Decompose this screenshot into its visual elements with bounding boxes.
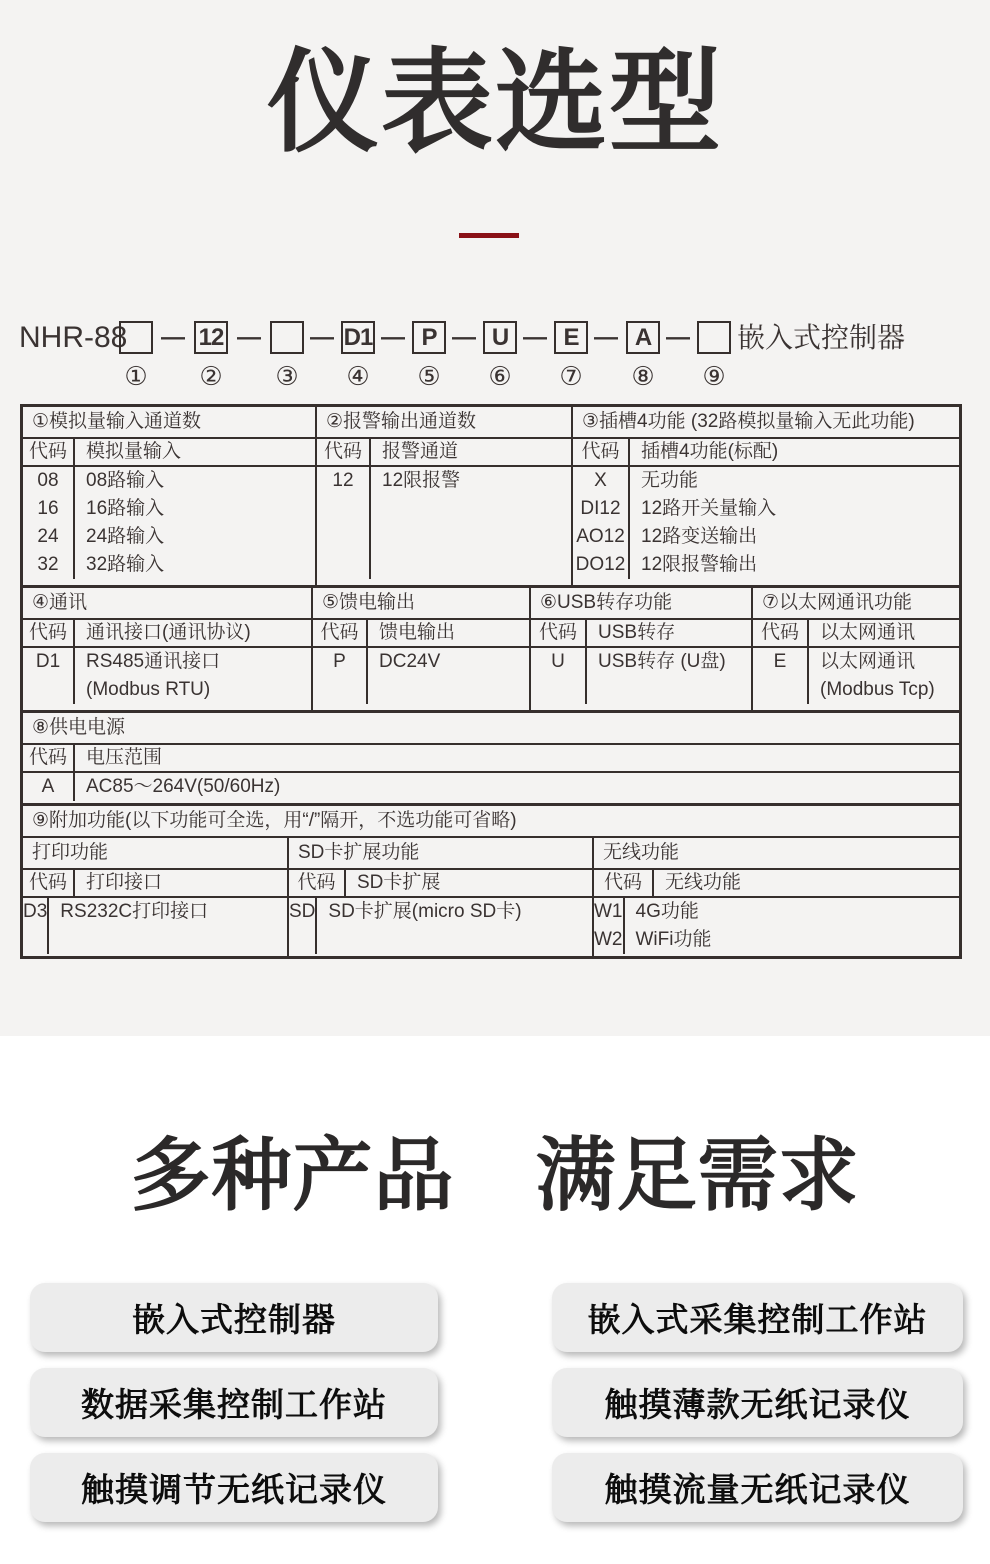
code-cell: U bbox=[551, 651, 565, 672]
column-header-row bbox=[23, 620, 311, 648]
code-cells bbox=[573, 467, 630, 579]
desc-column-header: 打印接口 bbox=[86, 872, 163, 893]
code-cells bbox=[317, 467, 371, 579]
desc-cell: 无功能 bbox=[641, 470, 699, 491]
code-column-header: 代码 bbox=[23, 620, 75, 646]
section-ethernet bbox=[751, 588, 959, 710]
slot-number-8: ⑧ bbox=[631, 361, 655, 391]
desc-column-header: 通讯接口(通讯协议) bbox=[86, 622, 251, 643]
desc-cells bbox=[317, 898, 592, 954]
column-header-row bbox=[23, 870, 287, 898]
code-cell: A bbox=[41, 776, 55, 797]
model-slot-box-9 bbox=[697, 321, 731, 354]
desc-cells bbox=[75, 467, 315, 579]
table-band-2 bbox=[23, 585, 959, 710]
desc-column-header: 报警通道 bbox=[382, 441, 459, 462]
dash-separator: — bbox=[161, 324, 185, 351]
model-slot-code: E bbox=[563, 323, 579, 351]
column-header-row bbox=[23, 439, 315, 467]
code-column-header: 代码 bbox=[313, 620, 368, 646]
desc-cells bbox=[49, 898, 287, 954]
model-suffix: 嵌入式控制器 bbox=[737, 322, 906, 353]
model-slot-box-7 bbox=[554, 321, 588, 354]
code-cell: P bbox=[333, 651, 346, 672]
product-button-touch-slim-paperless-recorder[interactable]: 触摸薄款无纸记录仪 bbox=[552, 1368, 963, 1437]
code-cell: DO12 bbox=[575, 554, 626, 575]
desc-cell: 12限报警 bbox=[382, 470, 461, 491]
model-slot-code: U bbox=[491, 323, 509, 351]
model-slot-code: D1 bbox=[343, 323, 373, 351]
code-column-header: 代码 bbox=[531, 620, 587, 646]
data-area bbox=[23, 773, 959, 803]
code-cell: D3 bbox=[23, 901, 48, 922]
desc-cell: 32路输入 bbox=[86, 554, 165, 575]
data-area bbox=[23, 467, 315, 585]
model-slot-box-3 bbox=[270, 321, 304, 354]
code-cell: W2 bbox=[594, 929, 623, 950]
data-area bbox=[313, 648, 529, 710]
section-power-supply bbox=[23, 713, 959, 803]
desc-cell: (Modbus RTU) bbox=[86, 679, 211, 700]
model-slot-code: A bbox=[634, 323, 652, 351]
code-column-header: 代码 bbox=[317, 439, 371, 465]
data-area bbox=[594, 898, 959, 956]
code-cell: SD bbox=[289, 901, 316, 922]
data-area bbox=[317, 467, 571, 585]
code-column-header: 代码 bbox=[753, 620, 809, 646]
desc-cells bbox=[809, 648, 959, 704]
subsection-title: SD卡扩展功能 bbox=[289, 838, 592, 870]
desc-cell: 12限报警输出 bbox=[641, 554, 758, 575]
code-cell: D1 bbox=[35, 651, 61, 672]
desc-column-header: 无线功能 bbox=[665, 872, 742, 893]
code-cell: DI12 bbox=[580, 498, 621, 519]
desc-column-header: 插槽4功能(标配) bbox=[641, 441, 779, 462]
section-slot4-function bbox=[571, 407, 959, 585]
product-button-touch-flow-paperless-recorder[interactable]: 触摸流量无纸记录仪 bbox=[552, 1453, 963, 1522]
desc-column-header: USB转存 bbox=[598, 622, 676, 643]
desc-cells bbox=[75, 773, 959, 801]
dash-separator: — bbox=[666, 324, 690, 351]
section-title: ③插槽4功能 (32路模拟量输入无此功能) bbox=[573, 407, 959, 439]
model-slot-box-6 bbox=[483, 321, 517, 354]
desc-cell: RS232C打印接口 bbox=[60, 901, 209, 922]
code-cells bbox=[23, 898, 49, 954]
code-cell: X bbox=[594, 470, 607, 491]
code-column-header: 代码 bbox=[289, 870, 346, 896]
data-area bbox=[753, 648, 959, 710]
title-divider bbox=[459, 233, 519, 238]
desc-cell: 12路变送输出 bbox=[641, 526, 758, 547]
data-area bbox=[531, 648, 751, 710]
data-area bbox=[289, 898, 592, 956]
code-cell: AO12 bbox=[576, 526, 625, 547]
table-band-4 bbox=[23, 803, 959, 956]
code-cell: 08 bbox=[37, 470, 59, 491]
section-title: ④通讯 bbox=[23, 588, 311, 620]
subsection-title: 打印功能 bbox=[23, 838, 287, 870]
data-area bbox=[573, 467, 959, 585]
code-column-header: 代码 bbox=[23, 870, 75, 896]
section-title: ⑥USB转存功能 bbox=[531, 588, 751, 620]
desc-column-header: 馈电输出 bbox=[379, 622, 456, 643]
desc-cells bbox=[368, 648, 529, 704]
slot-number-2: ② bbox=[199, 361, 223, 391]
code-column-header: 代码 bbox=[23, 745, 75, 771]
desc-cell: 24路输入 bbox=[86, 526, 165, 547]
code-column-header: 代码 bbox=[594, 870, 654, 896]
slot-number-4: ④ bbox=[346, 361, 370, 391]
code-cells bbox=[531, 648, 587, 704]
product-button-data-acquisition-workstation[interactable]: 数据采集控制工作站 bbox=[30, 1368, 438, 1437]
section-title: ②报警输出通道数 bbox=[317, 407, 571, 439]
product-button-embedded-acquisition-workstation[interactable]: 嵌入式采集控制工作站 bbox=[552, 1283, 963, 1352]
data-area bbox=[23, 898, 287, 956]
desc-cell: SD卡扩展(micro SD卡) bbox=[328, 901, 522, 922]
section-alarm-output bbox=[315, 407, 571, 585]
model-slot-box-8 bbox=[626, 321, 660, 354]
desc-column-header: 模拟量输入 bbox=[86, 441, 182, 462]
code-cells bbox=[23, 467, 75, 579]
subsection-wireless bbox=[592, 838, 959, 956]
code-cells bbox=[23, 773, 75, 801]
column-header-row bbox=[573, 439, 959, 467]
subsection-title: 无线功能 bbox=[594, 838, 959, 870]
section-title-additional-functions: ⑨附加功能(以下功能可全选，用“/”隔开，不选功能可省略) bbox=[23, 806, 959, 838]
slot-number-9: ⑨ bbox=[702, 361, 726, 391]
subsection-sd-card bbox=[287, 838, 592, 956]
model-slot-box-5 bbox=[412, 321, 446, 354]
column-header-row bbox=[23, 745, 959, 773]
column-header-row bbox=[317, 439, 571, 467]
code-cell: W1 bbox=[594, 901, 623, 922]
desc-column-header: SD卡扩展 bbox=[357, 872, 441, 893]
table-band-3 bbox=[23, 710, 959, 803]
table-band-1 bbox=[23, 407, 959, 585]
code-cell: 24 bbox=[37, 526, 59, 547]
desc-cells bbox=[587, 648, 751, 704]
slot-number-3: ③ bbox=[275, 361, 299, 391]
product-button-embedded-controller[interactable]: 嵌入式控制器 bbox=[30, 1283, 438, 1352]
section-communication bbox=[23, 588, 311, 710]
desc-cells bbox=[371, 467, 571, 579]
desc-cell: USB转存 (U盘) bbox=[598, 651, 726, 672]
code-cell: 12 bbox=[332, 470, 354, 491]
code-column-header: 代码 bbox=[573, 439, 630, 465]
product-buttons-grid bbox=[30, 1283, 963, 1522]
desc-cell: 4G功能 bbox=[635, 901, 699, 922]
additional-function-subsections bbox=[23, 838, 959, 956]
code-column-header: 代码 bbox=[23, 439, 75, 465]
desc-cell: 12路开关量输入 bbox=[641, 498, 777, 519]
dash-separator: — bbox=[452, 324, 476, 351]
code-cell: 16 bbox=[37, 498, 59, 519]
selection-table bbox=[20, 404, 962, 959]
desc-cell: WiFi功能 bbox=[635, 929, 712, 950]
model-slot-box-2 bbox=[194, 321, 228, 354]
products-heading: 多种产品 满足需求 bbox=[130, 1131, 860, 1220]
model-prefix: NHR-88 bbox=[19, 321, 128, 354]
desc-cell: DC24V bbox=[379, 651, 441, 672]
model-slot-code: P bbox=[421, 323, 437, 351]
code-cells bbox=[594, 898, 625, 954]
desc-cell: 以太网通讯 bbox=[820, 651, 916, 672]
column-header-row bbox=[531, 620, 751, 648]
subsection-print bbox=[23, 838, 287, 956]
dash-separator: — bbox=[594, 324, 618, 351]
slot-number-6: ⑥ bbox=[488, 361, 512, 391]
desc-column-header: 以太网通讯 bbox=[820, 622, 916, 643]
code-cells bbox=[313, 648, 368, 704]
page-title: 仪表选型 bbox=[267, 40, 723, 165]
column-header-row bbox=[594, 870, 959, 898]
data-area bbox=[23, 648, 311, 710]
desc-cells bbox=[630, 467, 959, 579]
section-title: ⑧供电电源 bbox=[23, 713, 959, 745]
section-feed-output bbox=[311, 588, 529, 710]
section-title: ⑤馈电输出 bbox=[313, 588, 529, 620]
desc-cell: AC85～264V(50/60Hz) bbox=[86, 776, 281, 797]
code-cells bbox=[289, 898, 317, 954]
desc-cell: (Modbus Tcp) bbox=[820, 679, 935, 700]
slot-number-5: ⑤ bbox=[417, 361, 441, 391]
section-title: ⑦以太网通讯功能 bbox=[753, 588, 959, 620]
model-slot-box-4 bbox=[341, 321, 375, 354]
column-header-row bbox=[289, 870, 592, 898]
dash-separator: — bbox=[381, 324, 405, 351]
dash-separator: — bbox=[523, 324, 547, 351]
dash-separator: — bbox=[237, 324, 261, 351]
section-usb-transfer bbox=[529, 588, 751, 710]
slot-number-1: ① bbox=[124, 361, 148, 391]
column-header-row bbox=[753, 620, 959, 648]
desc-column-header: 电压范围 bbox=[86, 747, 163, 768]
slot-number-7: ⑦ bbox=[559, 361, 583, 391]
column-header-row bbox=[313, 620, 529, 648]
model-slot-code: 12 bbox=[198, 323, 224, 351]
code-cell: E bbox=[773, 651, 787, 672]
dash-separator: — bbox=[310, 324, 334, 351]
model-slot-box-1 bbox=[119, 321, 153, 354]
section-analog-input bbox=[23, 407, 315, 585]
desc-cells bbox=[625, 898, 960, 954]
product-button-touch-control-paperless-recorder[interactable]: 触摸调节无纸记录仪 bbox=[30, 1453, 438, 1522]
desc-cell: 16路输入 bbox=[86, 498, 165, 519]
code-cells bbox=[23, 648, 75, 704]
section-title: ①模拟量输入通道数 bbox=[23, 407, 315, 439]
code-cells bbox=[753, 648, 809, 704]
code-cell: 32 bbox=[37, 554, 59, 575]
desc-cell: 08路输入 bbox=[86, 470, 165, 491]
desc-cell: RS485通讯接口 bbox=[86, 651, 221, 672]
desc-cells bbox=[75, 648, 311, 704]
